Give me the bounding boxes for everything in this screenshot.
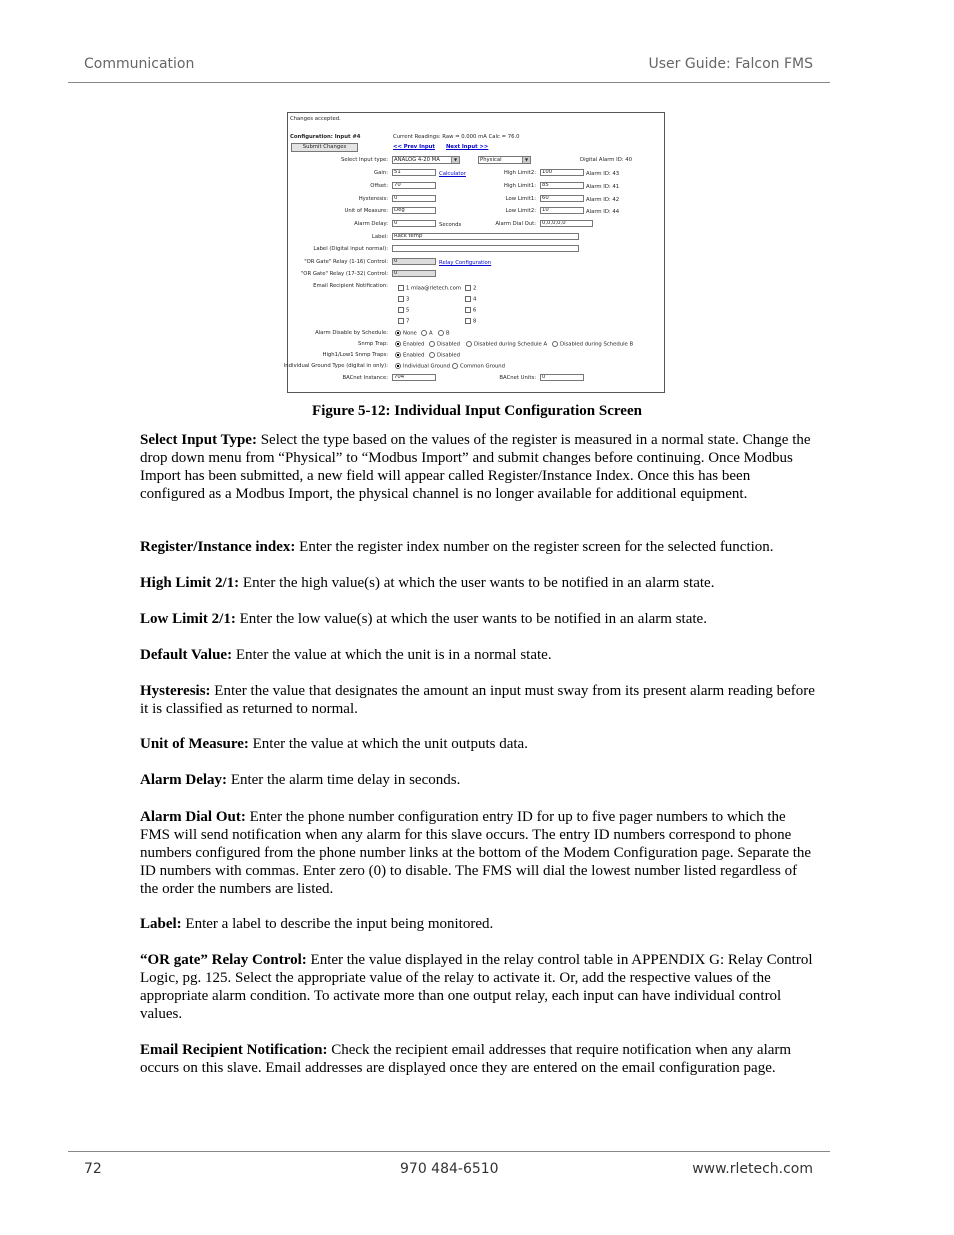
offset-input[interactable]: 70 bbox=[392, 182, 436, 189]
snmp-trap-label: Snmp Trap: bbox=[358, 341, 388, 347]
snmp-trap-enabled[interactable] bbox=[395, 341, 424, 349]
checkbox-icon bbox=[398, 307, 404, 313]
checkbox-icon bbox=[465, 307, 471, 313]
source-value: Physical bbox=[480, 157, 502, 163]
definition: Enter the alarm time delay in seconds. bbox=[227, 772, 461, 788]
snmp-trap-disabled-a[interactable] bbox=[466, 341, 547, 349]
low-limit-2-label: Low Limit2: bbox=[505, 208, 536, 214]
email-item-label: 6 bbox=[473, 307, 477, 314]
email-item-5[interactable] bbox=[398, 307, 409, 315]
input-type-value: ANALOG 4-20 MA bbox=[394, 157, 440, 163]
term: Register/Instance index: bbox=[140, 539, 296, 555]
email-item-7[interactable] bbox=[398, 318, 409, 326]
radio-label: Common Ground bbox=[460, 363, 506, 370]
label-digital-label: Label (Digital input normal): bbox=[313, 246, 388, 252]
header-guide-title: User Guide: Falcon FMS bbox=[648, 56, 813, 72]
bacnet-instance-input[interactable]: 704 bbox=[392, 374, 436, 381]
radio-icon bbox=[438, 330, 444, 336]
snmp-trap-disabled-b[interactable] bbox=[552, 341, 633, 349]
current-readings: Current Readings: Raw = 0.000 mA Calc = 76.0 bbox=[393, 134, 520, 140]
unit-input[interactable]: Deg bbox=[392, 207, 436, 214]
term: Select Input Type: bbox=[140, 432, 257, 448]
alarm-delay-label: Alarm Delay: bbox=[354, 221, 388, 227]
source-select[interactable] bbox=[478, 156, 531, 164]
radio-label: B bbox=[446, 330, 450, 337]
bacnet-units-label: BACnet Units: bbox=[499, 375, 536, 381]
gain-label: Gain: bbox=[374, 170, 388, 176]
term: Label: bbox=[140, 916, 182, 932]
checkbox-icon bbox=[465, 285, 471, 291]
definition: Enter the phone number configuration entry ID for up to five pager numbers to which the FMS will send notification when any alarm for this slave occurs. The entry ID numbers correspond to phone numbers configured from the phone number links at the bottom of the Modem Configuration page. Separate the ID numbers with commas. Enter zero (0) to disable. The FMS will dial the lowest number listed regardless of the order the numbers are listed. bbox=[140, 809, 812, 897]
next-input-link[interactable]: Next Input >> bbox=[446, 144, 489, 150]
definition: Enter the register index number on the register screen for the selected function. bbox=[295, 539, 774, 555]
para-register-index bbox=[140, 538, 816, 556]
email-item-6[interactable] bbox=[465, 307, 476, 315]
figure-caption: Figure 5-12: Individual Input Configuration Screen bbox=[312, 403, 642, 419]
email-item-label: 2 bbox=[473, 285, 477, 292]
bacnet-units-input[interactable]: 0 bbox=[540, 374, 584, 381]
gain-input[interactable]: 51 bbox=[392, 169, 436, 176]
definition: Enter a label to describe the input being monitored. bbox=[181, 916, 494, 932]
or-gate-2-label: "OR Gate" Relay (17-32) Control: bbox=[300, 271, 388, 277]
email-item-label: 4 bbox=[473, 296, 477, 303]
calculator-link[interactable]: Calculator bbox=[439, 171, 466, 177]
chevron-down-icon: ▼ bbox=[522, 157, 530, 163]
para-email-recipient bbox=[140, 1041, 816, 1077]
checkbox-icon bbox=[465, 296, 471, 302]
para-default-value bbox=[140, 646, 816, 664]
alarm-disable-label: Alarm Disable by Schedule: bbox=[315, 330, 388, 336]
high-low-enabled[interactable] bbox=[395, 352, 424, 360]
para-alarm-delay bbox=[140, 771, 816, 789]
term: High Limit 2/1: bbox=[140, 575, 240, 591]
radio-label: A bbox=[429, 330, 433, 337]
definition: Enter the value at which the unit is in a normal state. bbox=[232, 647, 552, 663]
input-type-select[interactable] bbox=[392, 156, 460, 164]
input-config-screenshot bbox=[283, 112, 665, 393]
or-gate-1-input[interactable]: 0 bbox=[392, 258, 436, 265]
checkbox-icon bbox=[398, 285, 404, 291]
email-item-label: 7 bbox=[406, 318, 410, 325]
alarm-id-41: Alarm ID: 41 bbox=[586, 184, 620, 190]
header-rule bbox=[68, 82, 830, 83]
high-limit-1-input[interactable]: 85 bbox=[540, 182, 584, 189]
para-unit-of-measure bbox=[140, 735, 816, 753]
relay-configuration-link[interactable]: Relay Configuration bbox=[439, 260, 492, 266]
prev-input-link[interactable]: << Prev Input bbox=[393, 144, 435, 150]
radio-label: Disabled during Schedule B bbox=[560, 341, 634, 348]
snmp-trap-disabled[interactable] bbox=[429, 341, 460, 349]
or-gate-1-label: "OR Gate" Relay (1-16) Control: bbox=[304, 259, 388, 265]
checkbox-icon bbox=[398, 296, 404, 302]
definition: Enter the value displayed in the relay control table in APPENDIX G: Relay Control Logic, pg. 125. Select the appropriate value of the relay to activate it. Or, add the respective values of the appropriate alarm condition. To activate more than one output relay, each input can have individual control values. bbox=[140, 952, 813, 1022]
or-gate-2-input[interactable]: 0 bbox=[392, 270, 436, 277]
email-item-label: 8 bbox=[473, 318, 477, 325]
email-item-3[interactable] bbox=[398, 296, 409, 304]
page-number: 72 bbox=[84, 1161, 102, 1177]
definition: Check the recipient email addresses that require notification when any alarm occurs on this slave. Email addresses are displayed once they are entered on the email configuration page. bbox=[140, 1042, 792, 1076]
alarm-id-42: Alarm ID: 42 bbox=[586, 197, 620, 203]
radio-icon bbox=[466, 341, 472, 347]
alarm-dial-out-label: Alarm Dial Out: bbox=[495, 221, 536, 227]
select-input-type-label: Select Input type: bbox=[340, 157, 388, 163]
ground-individual[interactable] bbox=[395, 363, 450, 371]
radio-icon bbox=[429, 352, 435, 358]
bacnet-instance-label: BACnet Instance: bbox=[342, 375, 388, 381]
checkbox-icon bbox=[398, 318, 404, 324]
radio-label: Disabled bbox=[437, 352, 461, 359]
chevron-down-icon: ▼ bbox=[451, 157, 459, 163]
term: Alarm Delay: bbox=[140, 772, 228, 788]
footer-phone: 970 484-6510 bbox=[400, 1161, 499, 1177]
email-item-1[interactable] bbox=[398, 285, 461, 293]
email-item-2[interactable] bbox=[465, 285, 476, 293]
radio-icon bbox=[421, 330, 427, 336]
alarm-delay-input[interactable]: 0 bbox=[392, 220, 436, 227]
alarm-dial-out-input[interactable]: 0,0,0,0,0 bbox=[540, 220, 593, 227]
alarm-disable-b[interactable] bbox=[438, 330, 450, 338]
digital-alarm-id: Digital Alarm ID: 40 bbox=[580, 157, 632, 163]
definition: Enter the value at which the unit outputs data. bbox=[248, 736, 528, 752]
label-digital-input[interactable] bbox=[392, 245, 579, 252]
seconds-label: Seconds bbox=[439, 222, 462, 228]
email-item-label: 5 bbox=[406, 307, 410, 314]
term: Alarm Dial Out: bbox=[140, 809, 246, 825]
radio-icon bbox=[552, 341, 558, 347]
config-title: Configuration: Input #4 bbox=[290, 134, 361, 140]
email-item-8[interactable] bbox=[465, 318, 476, 326]
offset-label: Offset: bbox=[370, 183, 388, 189]
checkbox-icon bbox=[465, 318, 471, 324]
low-limit-2-input[interactable]: 10 bbox=[540, 207, 584, 214]
high-limit-2-input[interactable]: 100 bbox=[540, 169, 584, 176]
term: “OR gate” Relay Control: bbox=[140, 952, 307, 968]
ground-common[interactable] bbox=[452, 363, 505, 371]
label-label: Label: bbox=[371, 234, 388, 240]
high-low-disabled[interactable] bbox=[429, 352, 460, 360]
radio-icon bbox=[395, 352, 401, 358]
alarm-disable-none[interactable] bbox=[395, 330, 417, 338]
term: Hysteresis: bbox=[140, 683, 211, 699]
alarm-id-43: Alarm ID: 43 bbox=[586, 171, 620, 177]
submit-changes-button[interactable]: Submit Changes bbox=[291, 143, 358, 152]
definition: Enter the low value(s) at which the user wants to be notified in an alarm state. bbox=[235, 611, 707, 627]
email-recipient-label: Email Recipient Notification: bbox=[313, 283, 388, 289]
radio-icon bbox=[395, 330, 401, 336]
label-input[interactable]: Rack temp bbox=[392, 233, 579, 240]
para-high-limit bbox=[140, 574, 816, 592]
term: Low Limit 2/1: bbox=[140, 611, 236, 627]
para-or-gate bbox=[140, 951, 816, 1023]
status-text: Changes accepted. bbox=[290, 116, 341, 122]
footer-rule bbox=[68, 1151, 830, 1152]
alarm-id-44: Alarm ID: 44 bbox=[586, 209, 620, 215]
high-limit-2-label: High Limit2: bbox=[503, 170, 536, 176]
unit-label: Unit of Measure: bbox=[344, 208, 388, 214]
high-low-traps-label: High1/Low1 Snmp Traps: bbox=[322, 352, 388, 358]
footer-website: www.rletech.com bbox=[692, 1161, 813, 1177]
low-limit-1-label: Low Limit1: bbox=[505, 196, 536, 202]
para-hysteresis bbox=[140, 682, 816, 718]
para-select-input-type bbox=[140, 431, 816, 503]
radio-label: Individual Ground bbox=[403, 363, 450, 370]
radio-label: Disabled during Schedule A bbox=[474, 341, 548, 348]
hysteresis-input[interactable]: 0 bbox=[392, 195, 436, 202]
radio-label: None bbox=[403, 330, 417, 337]
email-item-4[interactable] bbox=[465, 296, 476, 304]
radio-icon bbox=[395, 363, 401, 369]
para-alarm-dial-out bbox=[140, 808, 816, 898]
term: Unit of Measure: bbox=[140, 736, 249, 752]
high-limit-1-label: High Limit1: bbox=[503, 183, 536, 189]
low-limit-1-input[interactable]: 60 bbox=[540, 195, 584, 202]
radio-label: Disabled bbox=[437, 341, 461, 348]
definition: Enter the value that designates the amount an input must sway from its present alarm reading before it is classified as returned to normal. bbox=[140, 683, 815, 717]
radio-label: Enabled bbox=[403, 341, 425, 348]
ground-type-label: Individual Ground Type (digital in only): bbox=[283, 363, 388, 369]
hysteresis-label: Hysteresis: bbox=[358, 196, 388, 202]
term: Email Recipient Notification: bbox=[140, 1042, 328, 1058]
radio-icon bbox=[452, 363, 458, 369]
radio-icon bbox=[395, 341, 401, 347]
email-item-label: 1 mlaa@rletech.com bbox=[406, 285, 461, 292]
alarm-disable-a[interactable] bbox=[421, 330, 433, 338]
email-item-label: 3 bbox=[406, 296, 410, 303]
definition: Enter the high value(s) at which the user wants to be notified in an alarm state. bbox=[239, 575, 715, 591]
para-label bbox=[140, 915, 816, 933]
header-section-title: Communication bbox=[84, 56, 195, 72]
para-low-limit bbox=[140, 610, 816, 628]
term: Default Value: bbox=[140, 647, 233, 663]
radio-label: Enabled bbox=[403, 352, 425, 359]
definition: Select the type based on the values of the register is measured in a normal state. Change the drop down menu from “Physical” to “Modbus Import” and submit changes before continuing. Once Modbus Import has been submitted, a new field will appear called Register/Instance Index. Once this has been configured as a Modbus Import, the physical channel is no longer available for additional equipment. bbox=[140, 432, 811, 502]
radio-icon bbox=[429, 341, 435, 347]
